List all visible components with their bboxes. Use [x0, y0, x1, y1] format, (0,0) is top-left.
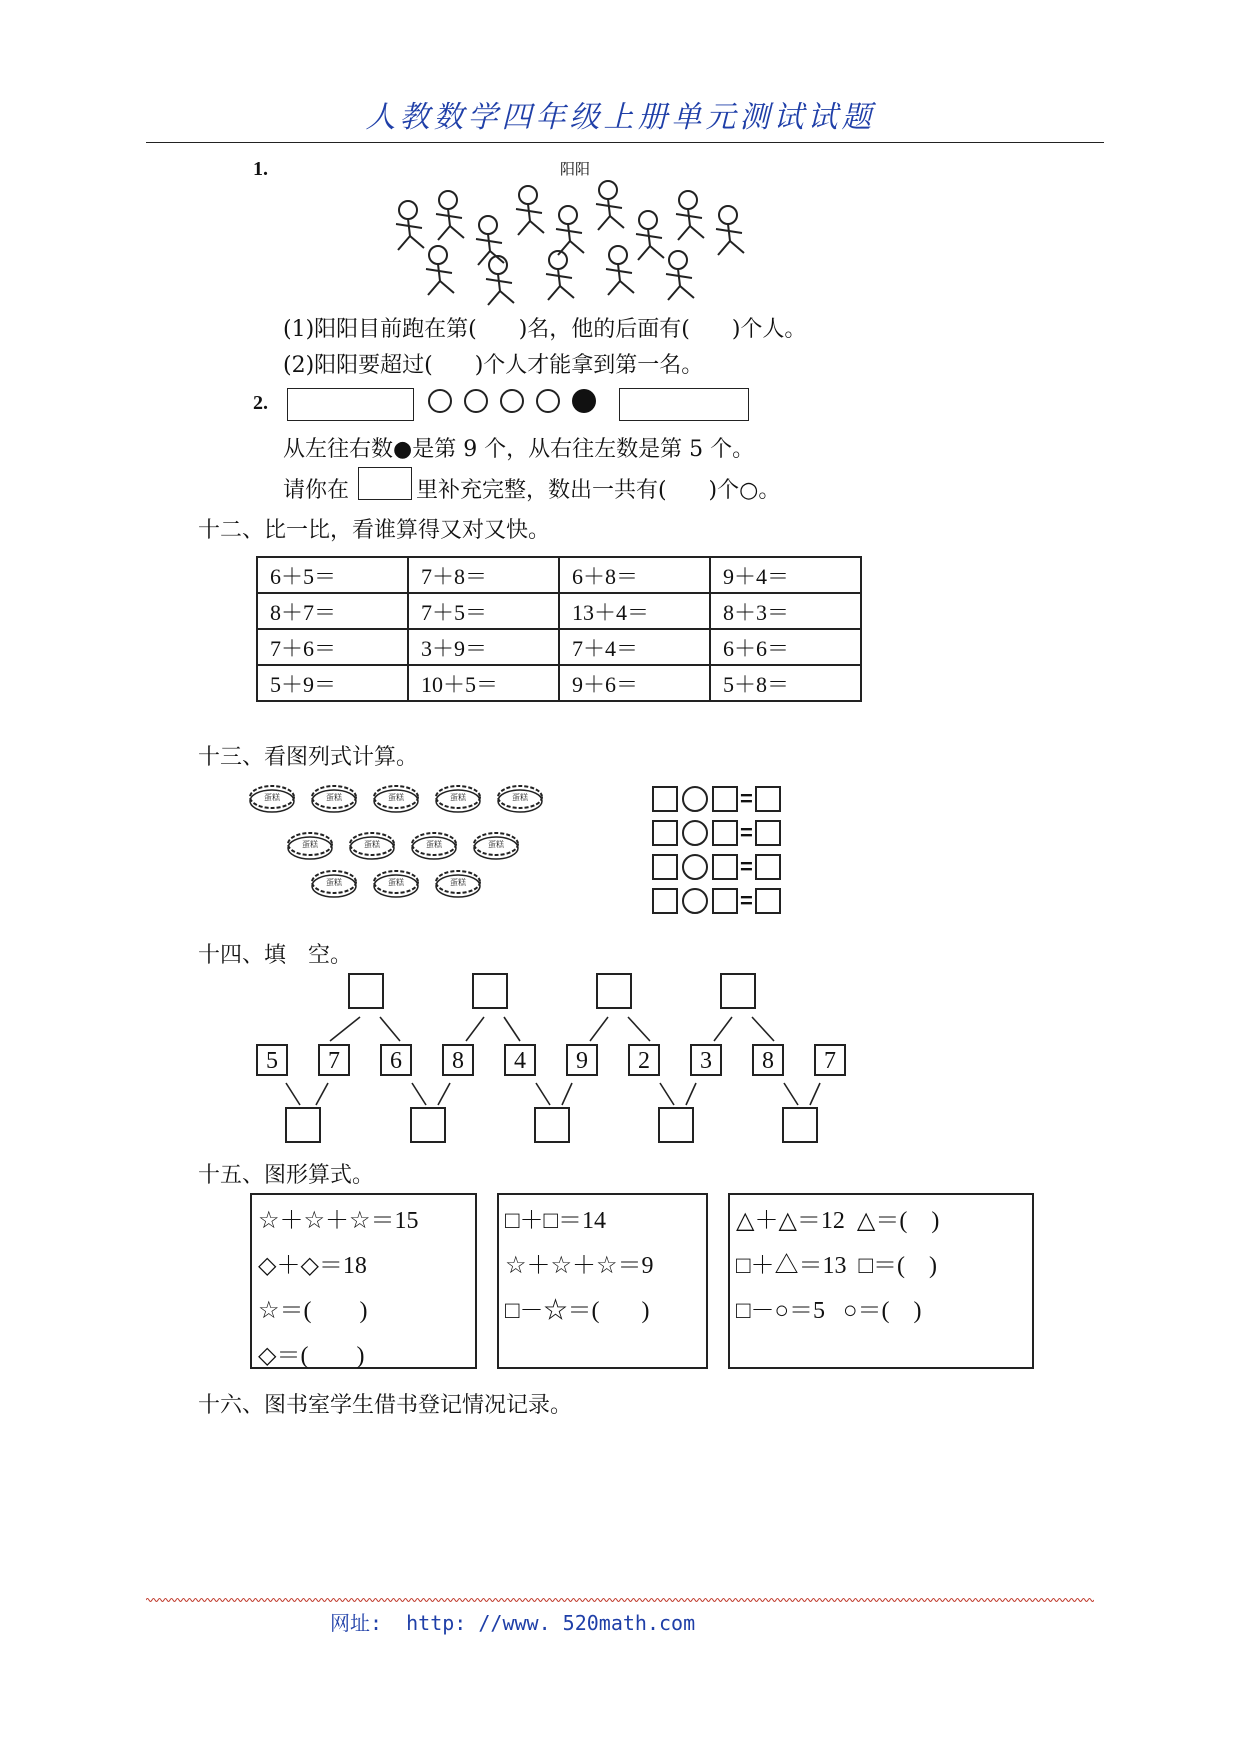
- runner-label: 阳阳: [560, 160, 591, 178]
- section-16-heading: 十六、图书室学生借书登记情况记录。: [198, 1393, 573, 1418]
- number-box: 8: [752, 1044, 784, 1076]
- panel-equation: □＋△＝13 □＝( ): [736, 1253, 937, 1279]
- footer-website: 网址: http: //www. 520math.com: [330, 1611, 696, 1635]
- operator-circle[interactable]: [682, 888, 708, 914]
- section-15-heading: 十五、图形算式。: [198, 1163, 375, 1188]
- equals-sign: =: [740, 820, 753, 845]
- sum-box[interactable]: [596, 973, 632, 1009]
- hollow-circle-icon: [536, 389, 560, 413]
- calc-cell: 13＋4＝: [559, 593, 710, 629]
- answer-square[interactable]: [652, 820, 678, 846]
- cakes-illustration: [248, 782, 598, 912]
- sum-box[interactable]: [410, 1107, 446, 1143]
- footer-wavy-divider: [146, 1597, 1094, 1603]
- equals-sign: =: [740, 786, 753, 811]
- equals-sign: =: [740, 854, 753, 879]
- calc-cell: 10＋5＝: [408, 665, 559, 701]
- number-box: 7: [318, 1044, 350, 1076]
- number-box: 7: [814, 1044, 846, 1076]
- sum-box[interactable]: [472, 973, 508, 1009]
- cake-label: 蛋糕: [450, 878, 466, 887]
- cake-label: 蛋糕: [302, 840, 318, 849]
- panel-equation: ☆＋☆＋☆＝15: [258, 1208, 419, 1234]
- answer-square[interactable]: [652, 786, 678, 812]
- panel-equation: □－☆＝( ): [505, 1298, 650, 1324]
- calc-cell: 5＋9＝: [257, 665, 408, 701]
- calc-cell: 7＋6＝: [257, 629, 408, 665]
- answer-square[interactable]: [755, 854, 781, 880]
- cake-label: 蛋糕: [426, 840, 442, 849]
- sum-box[interactable]: [720, 973, 756, 1009]
- hollow-circle-icon: [464, 389, 488, 413]
- hollow-circle-icon: [428, 389, 452, 413]
- panel-equation: ◇＋◇＝18: [258, 1253, 367, 1279]
- number-box: 9: [566, 1044, 598, 1076]
- hollow-circle-icon: [500, 389, 524, 413]
- answer-square[interactable]: [712, 854, 738, 880]
- calc-cell: 7＋8＝: [408, 557, 559, 593]
- sum-box[interactable]: [782, 1107, 818, 1143]
- operator-circle[interactable]: [682, 786, 708, 812]
- table-row: [257, 629, 861, 665]
- section-13-heading: 十三、看图列式计算。: [198, 745, 419, 770]
- answer-square[interactable]: [712, 820, 738, 846]
- answer-square[interactable]: [755, 820, 781, 846]
- table-row: [257, 665, 861, 701]
- calc-cell: 6＋8＝: [559, 557, 710, 593]
- panel-equation: △＋△＝12 △＝( ): [736, 1208, 940, 1234]
- equation-blanks: [652, 782, 781, 918]
- calc-cell: 3＋9＝: [408, 629, 559, 665]
- cake-label: 蛋糕: [364, 840, 380, 849]
- cake-label: 蛋糕: [488, 840, 504, 849]
- calc-cell: 9＋4＝: [710, 557, 861, 593]
- shape-equation-panel-3: [728, 1193, 1034, 1369]
- sum-box[interactable]: [348, 973, 384, 1009]
- number-box: 8: [442, 1044, 474, 1076]
- panel-equation: □＋□＝14: [505, 1208, 606, 1234]
- cake-label: 蛋糕: [264, 793, 280, 802]
- sum-box[interactable]: [534, 1107, 570, 1143]
- section-12-heading: 十二、比一比，看谁算得又对又快。: [198, 518, 551, 543]
- filled-circle-icon: [572, 389, 596, 413]
- operator-circle[interactable]: [682, 820, 708, 846]
- equation-row: [652, 816, 781, 850]
- number-box: 5: [256, 1044, 288, 1076]
- header-divider: [146, 142, 1104, 143]
- equals-sign: =: [740, 888, 753, 913]
- equation-row: [652, 884, 781, 918]
- answer-square[interactable]: [712, 786, 738, 812]
- table-row: [257, 557, 861, 593]
- answer-box-left[interactable]: [287, 388, 414, 421]
- answer-square[interactable]: [652, 854, 678, 880]
- equation-row: [652, 850, 781, 884]
- number-box: 4: [504, 1044, 536, 1076]
- equation-row: [652, 782, 781, 816]
- cake-label: 蛋糕: [326, 793, 342, 802]
- answer-box-right[interactable]: [619, 388, 749, 421]
- question-1-line-2: (2)阳阳要超过( )个人才能拿到第一名。: [283, 353, 704, 378]
- sum-box[interactable]: [285, 1107, 321, 1143]
- page-title: 人教数学四年级上册单元测试试题: [365, 100, 876, 135]
- operator-circle[interactable]: [682, 854, 708, 880]
- shape-equation-panel-1: [250, 1193, 477, 1369]
- calc-cell: 8＋3＝: [710, 593, 861, 629]
- number-box: 6: [380, 1044, 412, 1076]
- cake-label: 蛋糕: [512, 793, 528, 802]
- running-children-illustration: [378, 170, 758, 310]
- section-14-heading: 十四、填 空。: [198, 943, 353, 968]
- calc-table: [256, 556, 862, 702]
- question-2-line-2a: 请你在: [283, 478, 350, 503]
- calc-cell: 9＋6＝: [559, 665, 710, 701]
- cake-label: 蛋糕: [388, 793, 404, 802]
- panel-equation: ◇＝( ): [258, 1343, 365, 1369]
- calc-cell: 8＋7＝: [257, 593, 408, 629]
- question-2-line-2b: 里补充完整，数出一共有( )个○。: [416, 478, 781, 503]
- circle-row: [428, 389, 596, 413]
- answer-square[interactable]: [755, 888, 781, 914]
- answer-square[interactable]: [652, 888, 678, 914]
- panel-equation: □－○＝5 ○＝( ): [736, 1298, 922, 1324]
- calc-cell: 7＋4＝: [559, 629, 710, 665]
- question-2-number: 2.: [253, 392, 268, 414]
- calc-cell: 6＋6＝: [710, 629, 861, 665]
- cake-label: 蛋糕: [326, 878, 342, 887]
- question-1-number: 1.: [253, 158, 268, 180]
- calc-cell: 7＋5＝: [408, 593, 559, 629]
- calc-cell: 5＋8＝: [710, 665, 861, 701]
- answer-square[interactable]: [755, 786, 781, 812]
- panel-equation: ☆＋☆＋☆＝9: [505, 1253, 654, 1279]
- question-2-line-1: 从左往右数●是第 9 个，从右往左数是第 5 个。: [283, 437, 755, 462]
- question-1-line-1: (1)阳阳目前跑在第( )名，他的后面有( )个人。: [283, 317, 807, 342]
- table-row: [257, 593, 861, 629]
- number-box: 2: [628, 1044, 660, 1076]
- panel-equation: ☆＝( ): [258, 1298, 368, 1324]
- shape-equation-panel-2: [497, 1193, 708, 1369]
- sum-box[interactable]: [658, 1107, 694, 1143]
- answer-square[interactable]: [712, 888, 738, 914]
- cake-label: 蛋糕: [450, 793, 466, 802]
- number-box: 3: [690, 1044, 722, 1076]
- cake-label: 蛋糕: [388, 878, 404, 887]
- calc-cell: 6＋5＝: [257, 557, 408, 593]
- inline-answer-box[interactable]: [358, 467, 412, 500]
